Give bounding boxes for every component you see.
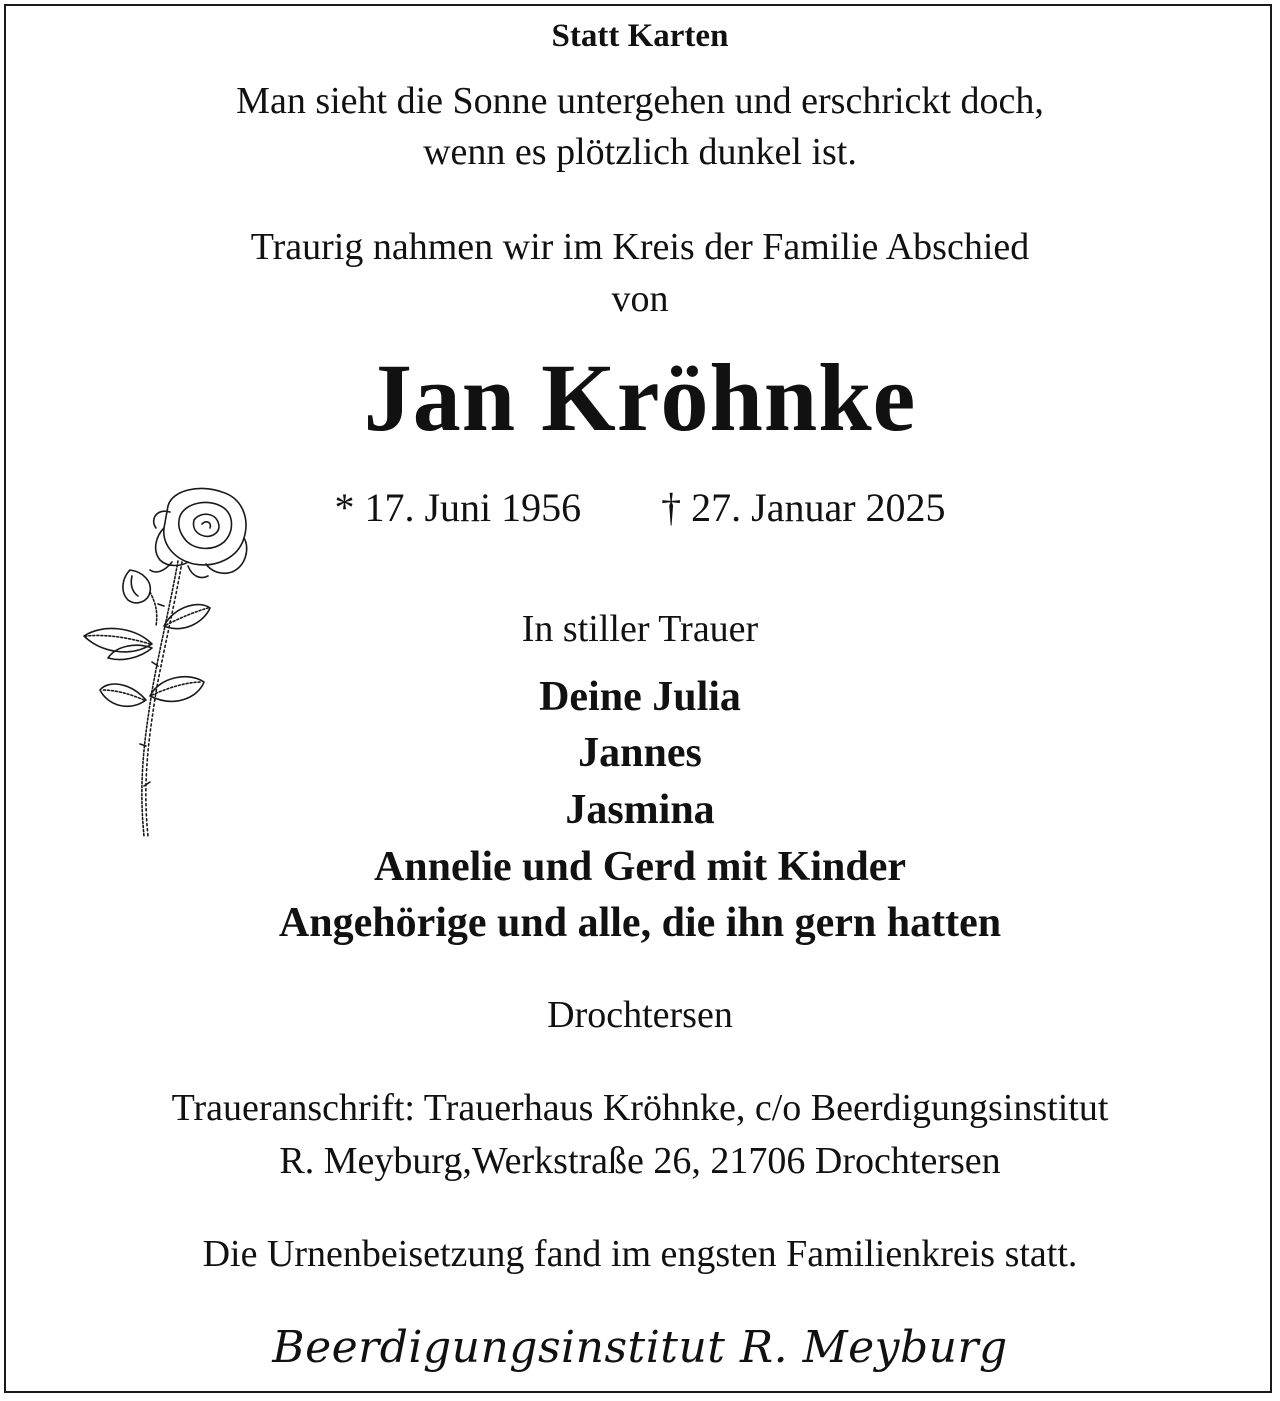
funeral-home-signature: Beerdigungsinstitut R. Meyburg xyxy=(272,1322,1008,1373)
intro-line: Traurig nahmen wir im Kreis der Familie Abschied xyxy=(250,226,1030,268)
poem-line: wenn es plötzlich dunkel ist. xyxy=(423,131,857,173)
birth-date: * 17. Juni 1956 xyxy=(334,485,582,530)
burial-note: Die Urnenbeisetzung fand im engsten Familienkreis statt. xyxy=(202,1233,1078,1275)
mourner-name: Deine Julia xyxy=(539,674,741,720)
mourner-name: Annelie und Gerd mit Kinder xyxy=(373,844,907,890)
mourning-label: In stiller Trauer xyxy=(521,608,759,650)
mourner-name: Jannes xyxy=(578,730,702,776)
mourner-name: Jasmina xyxy=(565,787,715,833)
mourner-name: Angehörige und alle, die ihn gern hatten xyxy=(278,900,1002,946)
poem-line: Man sieht die Sonne untergehen und erschrickt doch, xyxy=(236,80,1044,122)
death-date: † 27. Januar 2025 xyxy=(661,485,946,530)
address-line: R. Meyburg,Werkstraße 26, 21706 Drochtersen xyxy=(279,1140,1001,1182)
address-line: Traueranschrift: Trauerhaus Kröhnke, c/o Beerdigungsinstitut xyxy=(171,1087,1109,1129)
notice-header: Statt Karten xyxy=(551,18,729,54)
intro-line: von xyxy=(611,278,669,320)
deceased-name: Jan Kröhnke xyxy=(363,344,917,451)
place-name: Drochtersen xyxy=(547,994,733,1036)
